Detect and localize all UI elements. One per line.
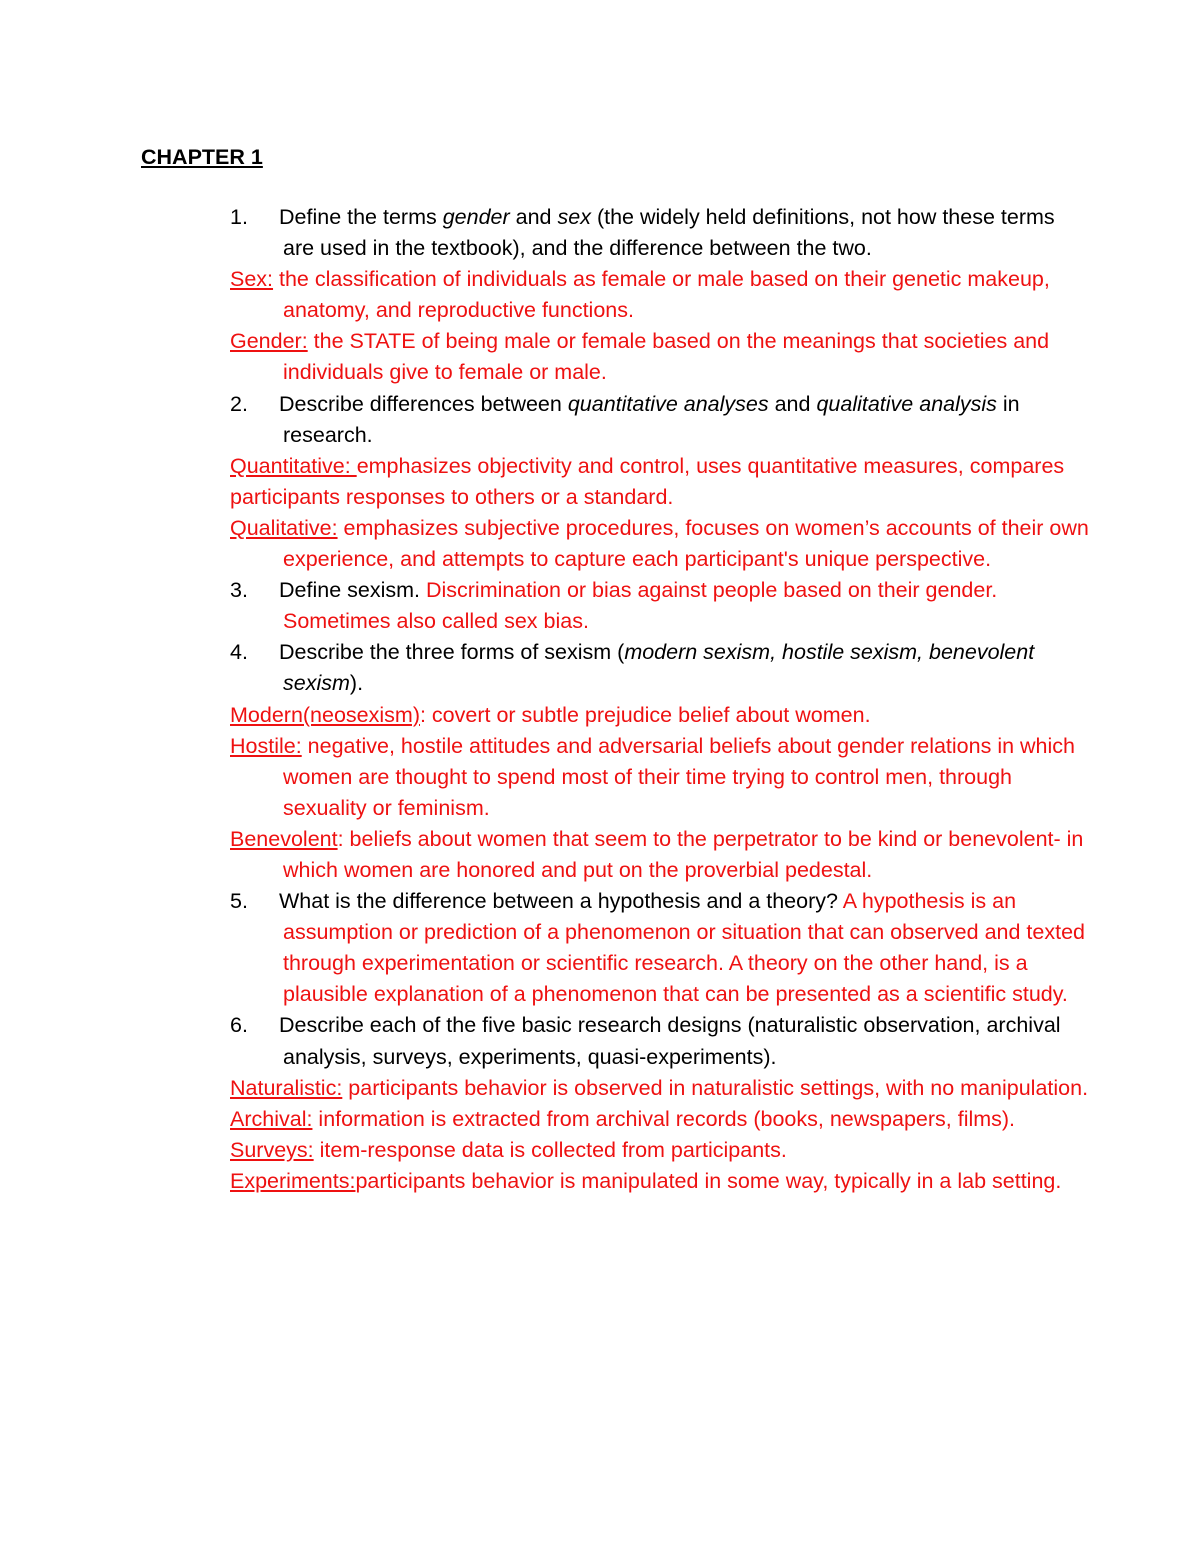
question-emphasis: gender bbox=[442, 205, 510, 229]
chapter-title: CHAPTER 1 bbox=[141, 145, 263, 169]
answer-term: Benevolent bbox=[230, 826, 338, 851]
answer-quantitative bbox=[230, 451, 1090, 513]
question-text: (the widely held definitions, not how these terms are used in the textbook), and the difference between the two. bbox=[283, 205, 1055, 261]
answer-term: Surveys: bbox=[230, 1137, 314, 1162]
answer-term: Sex: bbox=[230, 267, 274, 292]
question-3 bbox=[230, 575, 1090, 637]
answer-definition: negative, hostile attitudes and adversarial beliefs about gender relations in which women are thought to spend most of their time trying to control men, through sexuality or feminism. bbox=[283, 733, 1075, 820]
answer-naturalistic bbox=[230, 1073, 1090, 1104]
answer-surveys bbox=[230, 1135, 1090, 1166]
answer-term: Experiments: bbox=[230, 1168, 356, 1193]
answer-term: Hostile: bbox=[230, 733, 302, 758]
document-body bbox=[230, 202, 1090, 1197]
answer-term: Modern(neosexism) bbox=[230, 702, 420, 727]
answer-definition: the classification of individuals as female or male based on their genetic makeup, anatomy, and reproductive functions. bbox=[273, 267, 1050, 323]
answer-term: Quantitative: bbox=[230, 453, 357, 478]
answer-definition: : covert or subtle prejudice belief about women. bbox=[419, 702, 871, 727]
question-number: 5. bbox=[230, 889, 248, 914]
answer-definition: item-response data is collected from participants. bbox=[313, 1137, 787, 1162]
question-emphasis: modern sexism, hostile sexism, benevolent sexism bbox=[283, 640, 1035, 696]
answer-benevolent bbox=[230, 824, 1090, 886]
question-6 bbox=[230, 1010, 1090, 1072]
question-emphasis: quantitative analyses bbox=[567, 391, 769, 416]
question-4 bbox=[230, 637, 1090, 699]
question-number: 6. bbox=[230, 1013, 248, 1038]
question-emphasis: qualitative analysis bbox=[816, 391, 997, 416]
question-number: 3. bbox=[230, 578, 248, 603]
question-text: ). bbox=[349, 671, 364, 696]
question-text: Describe each of the five basic research designs (naturalistic observation, archival analysis, surveys, experiments, quasi-experiments). bbox=[279, 1013, 1061, 1069]
answer-definition: emphasizes subjective procedures, focuses on women’s accounts of their own experience, and attempts to capture each participant's unique perspective. bbox=[283, 515, 1089, 572]
question-text: in research. bbox=[283, 391, 1020, 447]
question-text: Define sexism. bbox=[279, 578, 426, 603]
answer-hostile bbox=[230, 731, 1090, 824]
answer-definition: participants behavior is manipulated in some way, typically in a lab setting. bbox=[355, 1168, 1062, 1193]
answer-definition: : beliefs about women that seem to the perpetrator to be kind or benevolent- in which women are honored and put on the proverbial pedestal. bbox=[283, 826, 1084, 882]
question-emphasis: sex bbox=[557, 205, 591, 229]
question-number: 4. bbox=[230, 640, 248, 665]
answer-definition: emphasizes objectivity and control, uses quantitative measures, compares participants responses to others or a standard. bbox=[230, 453, 1065, 509]
question-5 bbox=[230, 886, 1090, 1010]
question-text: and bbox=[768, 391, 817, 416]
answer-term: Gender: bbox=[230, 329, 308, 354]
answer-term: Archival: bbox=[230, 1106, 313, 1131]
answer-modern bbox=[230, 700, 1090, 731]
question-text: Describe the three forms of sexism ( bbox=[279, 640, 625, 665]
answer-term: Qualitative: bbox=[230, 515, 338, 540]
question-number: 1. bbox=[230, 205, 248, 229]
answer-qualitative bbox=[230, 513, 1090, 575]
question-text: Describe differences between bbox=[279, 391, 568, 416]
answer-definition: information is extracted from archival records (books, newspapers, films). bbox=[312, 1106, 1016, 1131]
answer-archival bbox=[230, 1104, 1090, 1135]
answer-term: Naturalistic: bbox=[230, 1075, 343, 1100]
question-text: and bbox=[509, 205, 558, 229]
answer-gender bbox=[230, 326, 1090, 388]
inline-answer: Discrimination or bias against people based on their gender. Sometimes also called sex bias. bbox=[283, 578, 998, 634]
question-text: Define the terms bbox=[279, 205, 443, 229]
answer-experiments bbox=[230, 1166, 1090, 1197]
answer-sex bbox=[230, 264, 1090, 326]
question-number: 2. bbox=[230, 391, 248, 416]
answer-definition: participants behavior is observed in naturalistic settings, with no manipulation. bbox=[342, 1075, 1089, 1100]
question-2 bbox=[230, 389, 1090, 451]
question-1 bbox=[230, 202, 1090, 264]
inline-answer: A hypothesis is an assumption or prediction of a phenomenon or situation that can observed and texted through experimentation or scientific research. A theory on the other hand, is a plausible explanation of a phenomenon that can be presented as a scientific study. bbox=[283, 889, 1085, 1007]
question-text: What is the difference between a hypothesis and a theory? bbox=[279, 889, 843, 914]
answer-definition: the STATE of being male or female based on the meanings that societies and individuals give to female or male. bbox=[283, 329, 1050, 385]
